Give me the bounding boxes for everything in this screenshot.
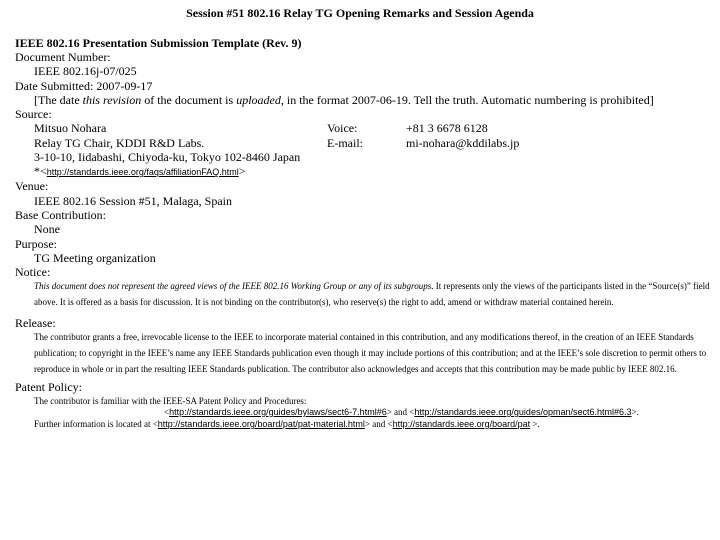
source-name: Mitsuo Nohara: [34, 121, 107, 135]
footnote-end: >: [238, 164, 246, 178]
purpose-value: TG Meeting organization: [34, 251, 156, 265]
purpose-label: Purpose:: [15, 237, 57, 251]
patent-line-2: <http://standards.ieee.org/guides/bylaws/sect6-7.html#6> and <http://standards.ieee.org/guides/opman/sect6.html#6.3>.: [164, 407, 639, 417]
patent-and-1: > and <: [386, 407, 415, 417]
patent-line3-prefix: Further information is located at <: [34, 419, 158, 429]
email-label: E-mail:: [327, 136, 363, 150]
date-note: [34, 93, 654, 107]
patent-material-link[interactable]: http://standards.ieee.org/board/pat/pat-material.html: [157, 419, 365, 429]
patent-line-3: [34, 416, 540, 432]
doc-number-label: Document Number:: [15, 50, 111, 64]
doc-number-value: IEEE 802.16j-07/025: [34, 64, 137, 78]
notice-text: [34, 278, 710, 310]
source-affiliation: Relay TG Chair, KDDI R&D Labs.: [34, 136, 205, 150]
release-label: Release:: [15, 316, 56, 330]
patent-end-2: >.: [530, 419, 540, 429]
venue-label: Venue:: [15, 179, 49, 193]
patent-and-2: > and <: [364, 419, 393, 429]
patent-bylaws-link[interactable]: http://standards.ieee.org/guides/bylaws/sect6-7.html#6: [169, 407, 387, 417]
notice-italic: This document does not represent the agreed views of the IEEE 802.16 Working Group or any of its subgroups: [34, 281, 432, 291]
notice-body: . It represents only the views of the participants listed in the “Source(s)” field above. It is offered as a basis for discussion. It is not binding on the contributor(s), who reserve(s) the right to add, amend or withdraw material contained herein.: [34, 281, 710, 307]
patent-label: Patent Policy:: [15, 380, 82, 394]
patent-opman-link[interactable]: http://standards.ieee.org/guides/opman/sect6.html#6.3: [414, 407, 632, 417]
patent-board-link[interactable]: http://standards.ieee.org/board/pat: [392, 419, 531, 429]
date-submitted: Date Submitted: 2007-09-17: [15, 79, 153, 93]
source-address: 3-10-10, Iidabashi, Chiyoda-ku, Tokyo 102-8460 Japan: [34, 150, 301, 164]
release-text: The contributor grants a free, irrevocable license to the IEEE to incorporate material contained in this contribution, and any modifications thereof, in the creation of an IEEE Standards publication; to copyright in the IEEE’s name any IEEE Standards publication even though it may include portions of this contribution; and at the IEEE’s sole discretion to permit others to reproduce in whole or in part the resulting IEEE Standards publication. The contributor also acknowledges and accepts that this contribution may be made public by IEEE 802.16.: [34, 332, 707, 374]
date-note-prefix: [The date: [34, 93, 83, 107]
date-note-suffix: , in the format 2007-06-19. Tell the truth. Automatic numbering is prohibited]: [280, 93, 654, 107]
affiliation-faq-link[interactable]: http://standards.ieee.org/faqs/affiliationFAQ.html: [46, 167, 239, 177]
voice-label: Voice:: [327, 121, 358, 135]
source-label: Source:: [15, 107, 52, 121]
page-title: Session #51 802.16 Relay TG Opening Remarks and Session Agenda: [186, 6, 534, 20]
template-header: IEEE 802.16 Presentation Submission Template (Rev. 9): [15, 36, 302, 50]
patent-line-1: The contributor is familiar with the IEEE-SA Patent Policy and Procedures:: [34, 396, 307, 406]
base-contribution-label: Base Contribution:: [15, 208, 106, 222]
voice-value: +81 3 6678 6128: [406, 121, 488, 135]
footnote-star: *<: [34, 164, 47, 178]
date-note-italic-1: this revision: [82, 93, 142, 107]
venue-value: IEEE 802.16 Session #51, Malaga, Spain: [34, 194, 232, 208]
notice-label: Notice:: [15, 265, 51, 279]
date-note-mid: of the document is: [141, 93, 237, 107]
base-contribution-value: None: [34, 222, 60, 236]
email-value: mi-nohara@kddilabs.jp: [406, 136, 520, 150]
date-note-italic-2: uploaded: [236, 93, 281, 107]
affiliation-footnote: [34, 164, 246, 179]
patent-end-1: >.: [631, 407, 639, 417]
